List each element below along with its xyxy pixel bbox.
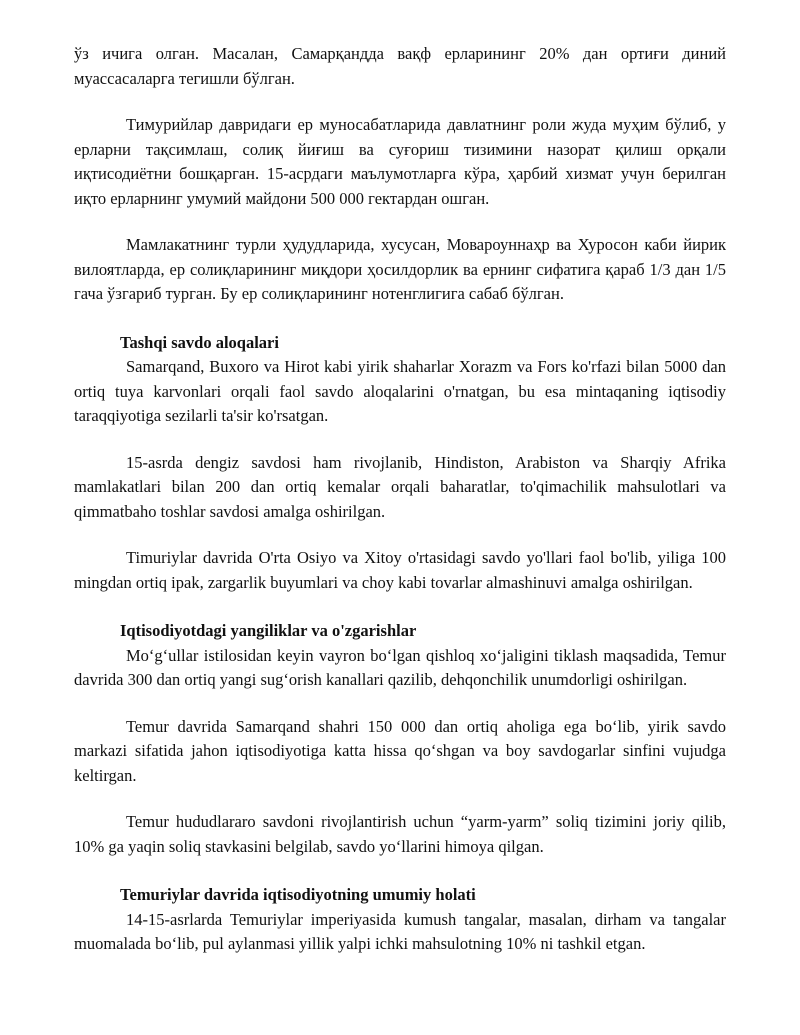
paragraph-continuation: ўз ичига олган. Масалан, Самарқандда вақф ерларининг 20% дан ортиғи диний муассасаларга тегишли бўлган. (74, 44, 726, 88)
paragraph-land-relations: Тимурийлар давридаги ер муносабатларида давлатнинг роли жуда муҳим бўлиб, у ерларни тақсимлаш, солиқ йиғиш ва суғориш тизимини назорат қилиш орқали иқтисодиётни бошқарган. 15-асрдаги маълумотларга кўра, ҳарбий хизмат учун берилган иқто ерларнинг умумий майдони 500 000 гектардан ошган. (74, 115, 726, 208)
section-economic-changes (74, 619, 726, 859)
section-heading: Tashqi savdo aloqalari (120, 332, 279, 352)
section-heading: Temuriylar davrida iqtisodiyotning umumiy holati (120, 885, 476, 904)
paragraph: Temur davrida Samarqand shahri 150 000 dan ortiq aholiga ega bo‘lib, yirik savdo markazi sifatida jahon iqtisodiyotiga katta hissa qo‘shgan va boy savdogarlar sinfini vujudga keltirgan. (74, 716, 726, 785)
section-foreign-trade (74, 331, 726, 596)
paragraph-land-taxes: Мамлакатнинг турли ҳудудларида, хусусан, Мовароуннаҳр ва Хуросон каби йирик вилоятларда, ер солиқларининг миқдори ҳосилдорлик ва ернинг сифатига қараб 1/3 дан 1/5 гача ўзгариб турган. Бу ер солиқларининг нотенглигига сабаб бўлган. (74, 235, 726, 303)
paragraph: Samarqand, Buxoro va Hirot kabi yirik shaharlar Xorazm va Fors ko'rfazi bilan 5000 dan ortiq tuya karvonlari orqali faol savdo aloqalarini o'rnatgan, bu esa mintaqaning iqtisodiy taraqqiyotiga sezilarli ta'sir ko'rsatgan. (74, 357, 726, 425)
paragraph: Mo‘g‘ullar istilosidan keyin vayron bo‘lgan qishloq xo‘jaligini tiklash maqsadida, Temur davrida 300 dan ortiq yangi sug‘orish kanallari qazilib, dehqonchilik unumdorligi oshirilgan. (74, 645, 726, 689)
section-general-state (74, 883, 726, 957)
paragraph: Timuriylar davrida O'rta Osiyo va Xitoy o'rtasidagi savdo yo'llari faol bo'lib, yiliga 100 mingdan ortiq ipak, zargarlik buyumlari va choy kabi tovarlar almashinuvi amalga oshirilgan. (74, 548, 726, 592)
document-page (74, 42, 726, 957)
section-heading: Iqtisodiyotdagi yangiliklar va o'zgarishlar (120, 621, 417, 640)
paragraph: Temur hududlararo savdoni rivojlantirish uchun “yarm-yarm” soliq tizimini joriy qilib, 10% ga yaqin soliq stavkasini belgilab, savdo yo‘llarini himoya qilgan. (74, 812, 726, 856)
paragraph: 14-15-asrlarda Temuriylar imperiyasida kumush tangalar, masalan, dirham va tangalar muomalada bo‘lib, pul aylanmasi yillik yalpi ichki mahsulotning 10% ni tashkil etgan. (74, 909, 726, 953)
paragraph: 15-asrda dengiz savdosi ham rivojlanib, Hindiston, Arabiston va Sharqiy Afrika mamlakatlari bilan 200 dan ortiq kemalar orqali baharatlar, to'qimachilik mahsulotlari va qimmatbaho toshlar savdosi amalga oshirilgan. (74, 452, 726, 521)
